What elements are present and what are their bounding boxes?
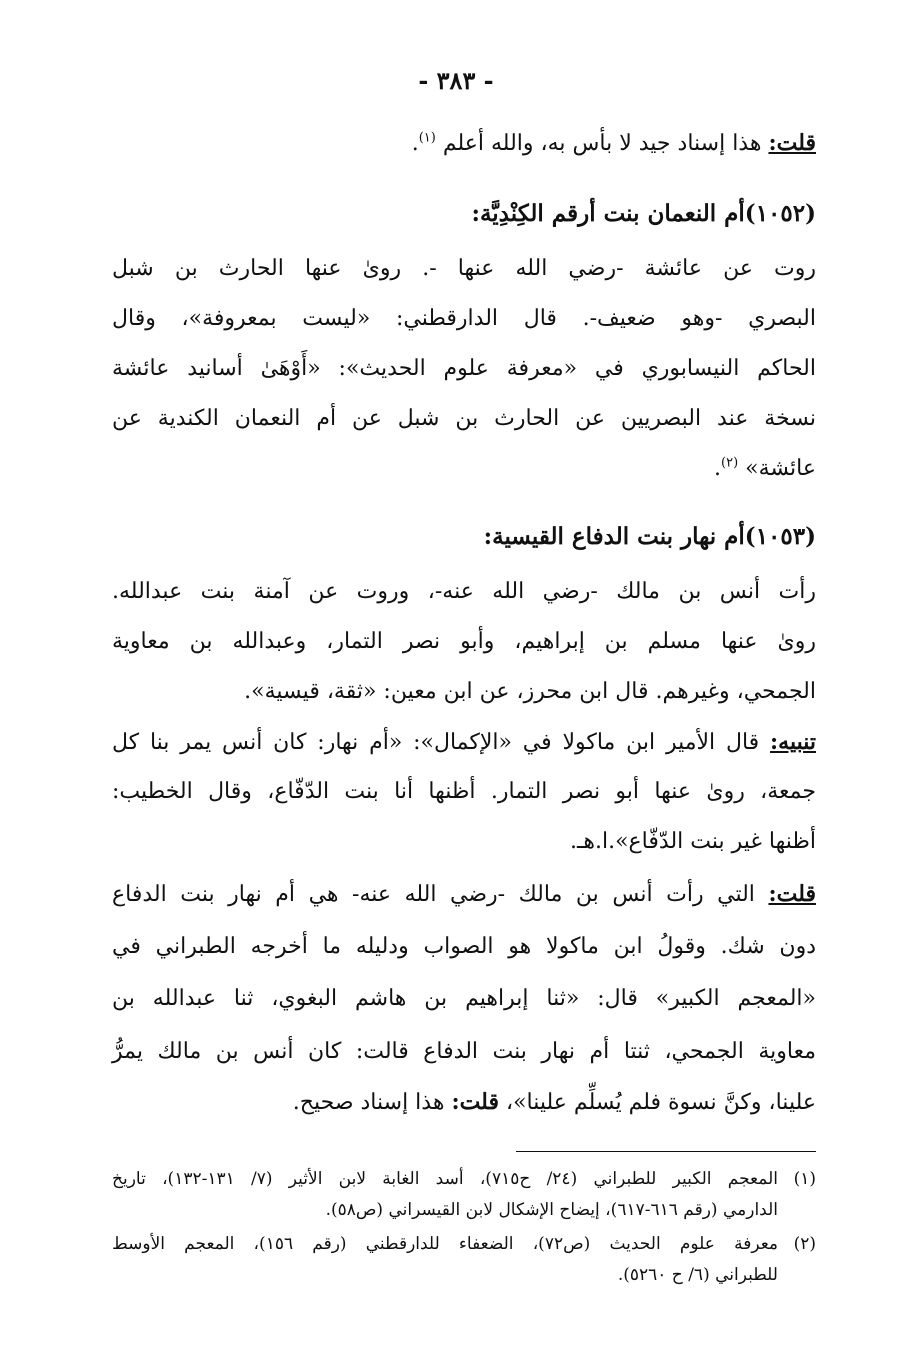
said-paragraph-first-line xyxy=(112,879,816,910)
said-last-conclusion: هذا إسناد صحيح. xyxy=(292,1090,445,1115)
footnote-text: المعجم الكبير للطبراني (٢٤/ ح٧١٥)، أسد الغابة لابن الأثير (٧/ ١٣١-١٣٢)، تاريخ xyxy=(112,1169,778,1189)
footnote-text: للطبراني (٦/ ح ٥٢٦٠). xyxy=(617,1265,778,1285)
entry-1052-line: روت عن عائشة -رضي الله عنها -. روىٰ عنها الحارث بن شبل xyxy=(112,256,816,281)
said-line: معاوية الجمحي، ثنتا أم نهار بنت الدفاع قالت: كان أنس بن مالك يمرُّ xyxy=(112,1039,816,1064)
said-last-line xyxy=(112,1087,816,1118)
entry-1052-line: البصري -وهو ضعيف-. قال الدارقطني: «ليست بمعروفة»، وقال xyxy=(112,306,816,331)
entry-1052-end: . xyxy=(714,456,722,481)
opening-statement xyxy=(112,128,816,159)
entry-1052-line: الحاكم النيسابوري في «معرفة علوم الحديث»: «أَوْهَىٰ أسانيد عائشة xyxy=(112,356,816,381)
footnote-separator xyxy=(516,1151,816,1152)
entry-1053-line: روىٰ عنها مسلم بن إبراهيم، وأبو نصر التمار، وعبدالله بن معاوية xyxy=(112,629,816,654)
footnote-number: (٢) xyxy=(793,1234,816,1254)
page-number: - ٣٨٣ - xyxy=(418,66,494,95)
said-line: «المعجم الكبير» قال: «ثنا إبراهيم بن هاشم البغوي، ثنا عبدالله بن xyxy=(112,986,816,1011)
note-paragraph-first-line xyxy=(112,727,816,758)
footnote-ref: (١) xyxy=(418,130,436,146)
note-line: أظنها غير بنت الدّفّاع».ا.هـ. xyxy=(569,829,816,854)
said-last-text: علينا، وكنَّ نسوة فلم يُسلِّم علينا»، xyxy=(505,1090,816,1115)
footnote-text: معرفة علوم الحديث (ص٧٢)، الضعفاء للدارقطني (رقم ١٥٦)، المعجم الأوسط xyxy=(112,1234,779,1254)
note-line: جمعة، روىٰ عنها أبو نصر التمار. أظنها أنا بنت الدّفّاع، وقال الخطيب: xyxy=(112,779,816,804)
footnote-text: الدارمي (رقم ٦١٦-٦١٧)، إيضاح الإشكال لابن القيسراني (ص٥٨). xyxy=(325,1200,778,1220)
entry-heading-1052: (١٠٥٢)أم النعمان بنت أرقم الكِنْدِيَّة: xyxy=(471,200,816,227)
said-label: قلت: xyxy=(451,1089,499,1115)
entry-heading-1053: (١٠٥٣)أم نهار بنت الدفاع القيسية: xyxy=(483,523,816,550)
said-text: التي رأت أنس بن مالك -رضي الله عنه- هي أم نهار بنت الدفاع xyxy=(112,882,755,907)
entry-1052-last-line xyxy=(112,454,816,484)
statement-end: . xyxy=(411,131,419,156)
said-label: قلت: xyxy=(768,881,816,907)
entry-1053-line: الجمحي، وغيرهم. قال ابن محرز، عن ابن معين: «ثقة، قيسية». xyxy=(244,679,816,704)
said-label: قلت: xyxy=(768,130,816,156)
note-label: تنبيه: xyxy=(770,729,816,755)
footnote-ref: (٢) xyxy=(721,455,739,471)
entry-1052-last-text: عائشة» xyxy=(745,456,816,481)
entry-1053-line: رأت أنس بن مالك -رضي الله عنه-، وروت عن آمنة بنت عبدالله. xyxy=(112,579,816,604)
statement-text: هذا إسناد جيد لا بأس به، والله أعلم xyxy=(442,131,762,156)
footnote-number: (١) xyxy=(793,1169,816,1189)
entry-1052-line: نسخة عند البصريين عن الحارث بن شبل عن أم النعمان الكندية عن xyxy=(112,406,816,431)
said-line: دون شك. وقولُ ابن ماكولا هو الصواب ودليله ما أخرجه الطبراني في xyxy=(112,934,816,959)
note-text: قال الأمير ابن ماكولا في «الإكمال»: «أم نهار: كان أنس يمر بنا كل xyxy=(112,730,760,755)
